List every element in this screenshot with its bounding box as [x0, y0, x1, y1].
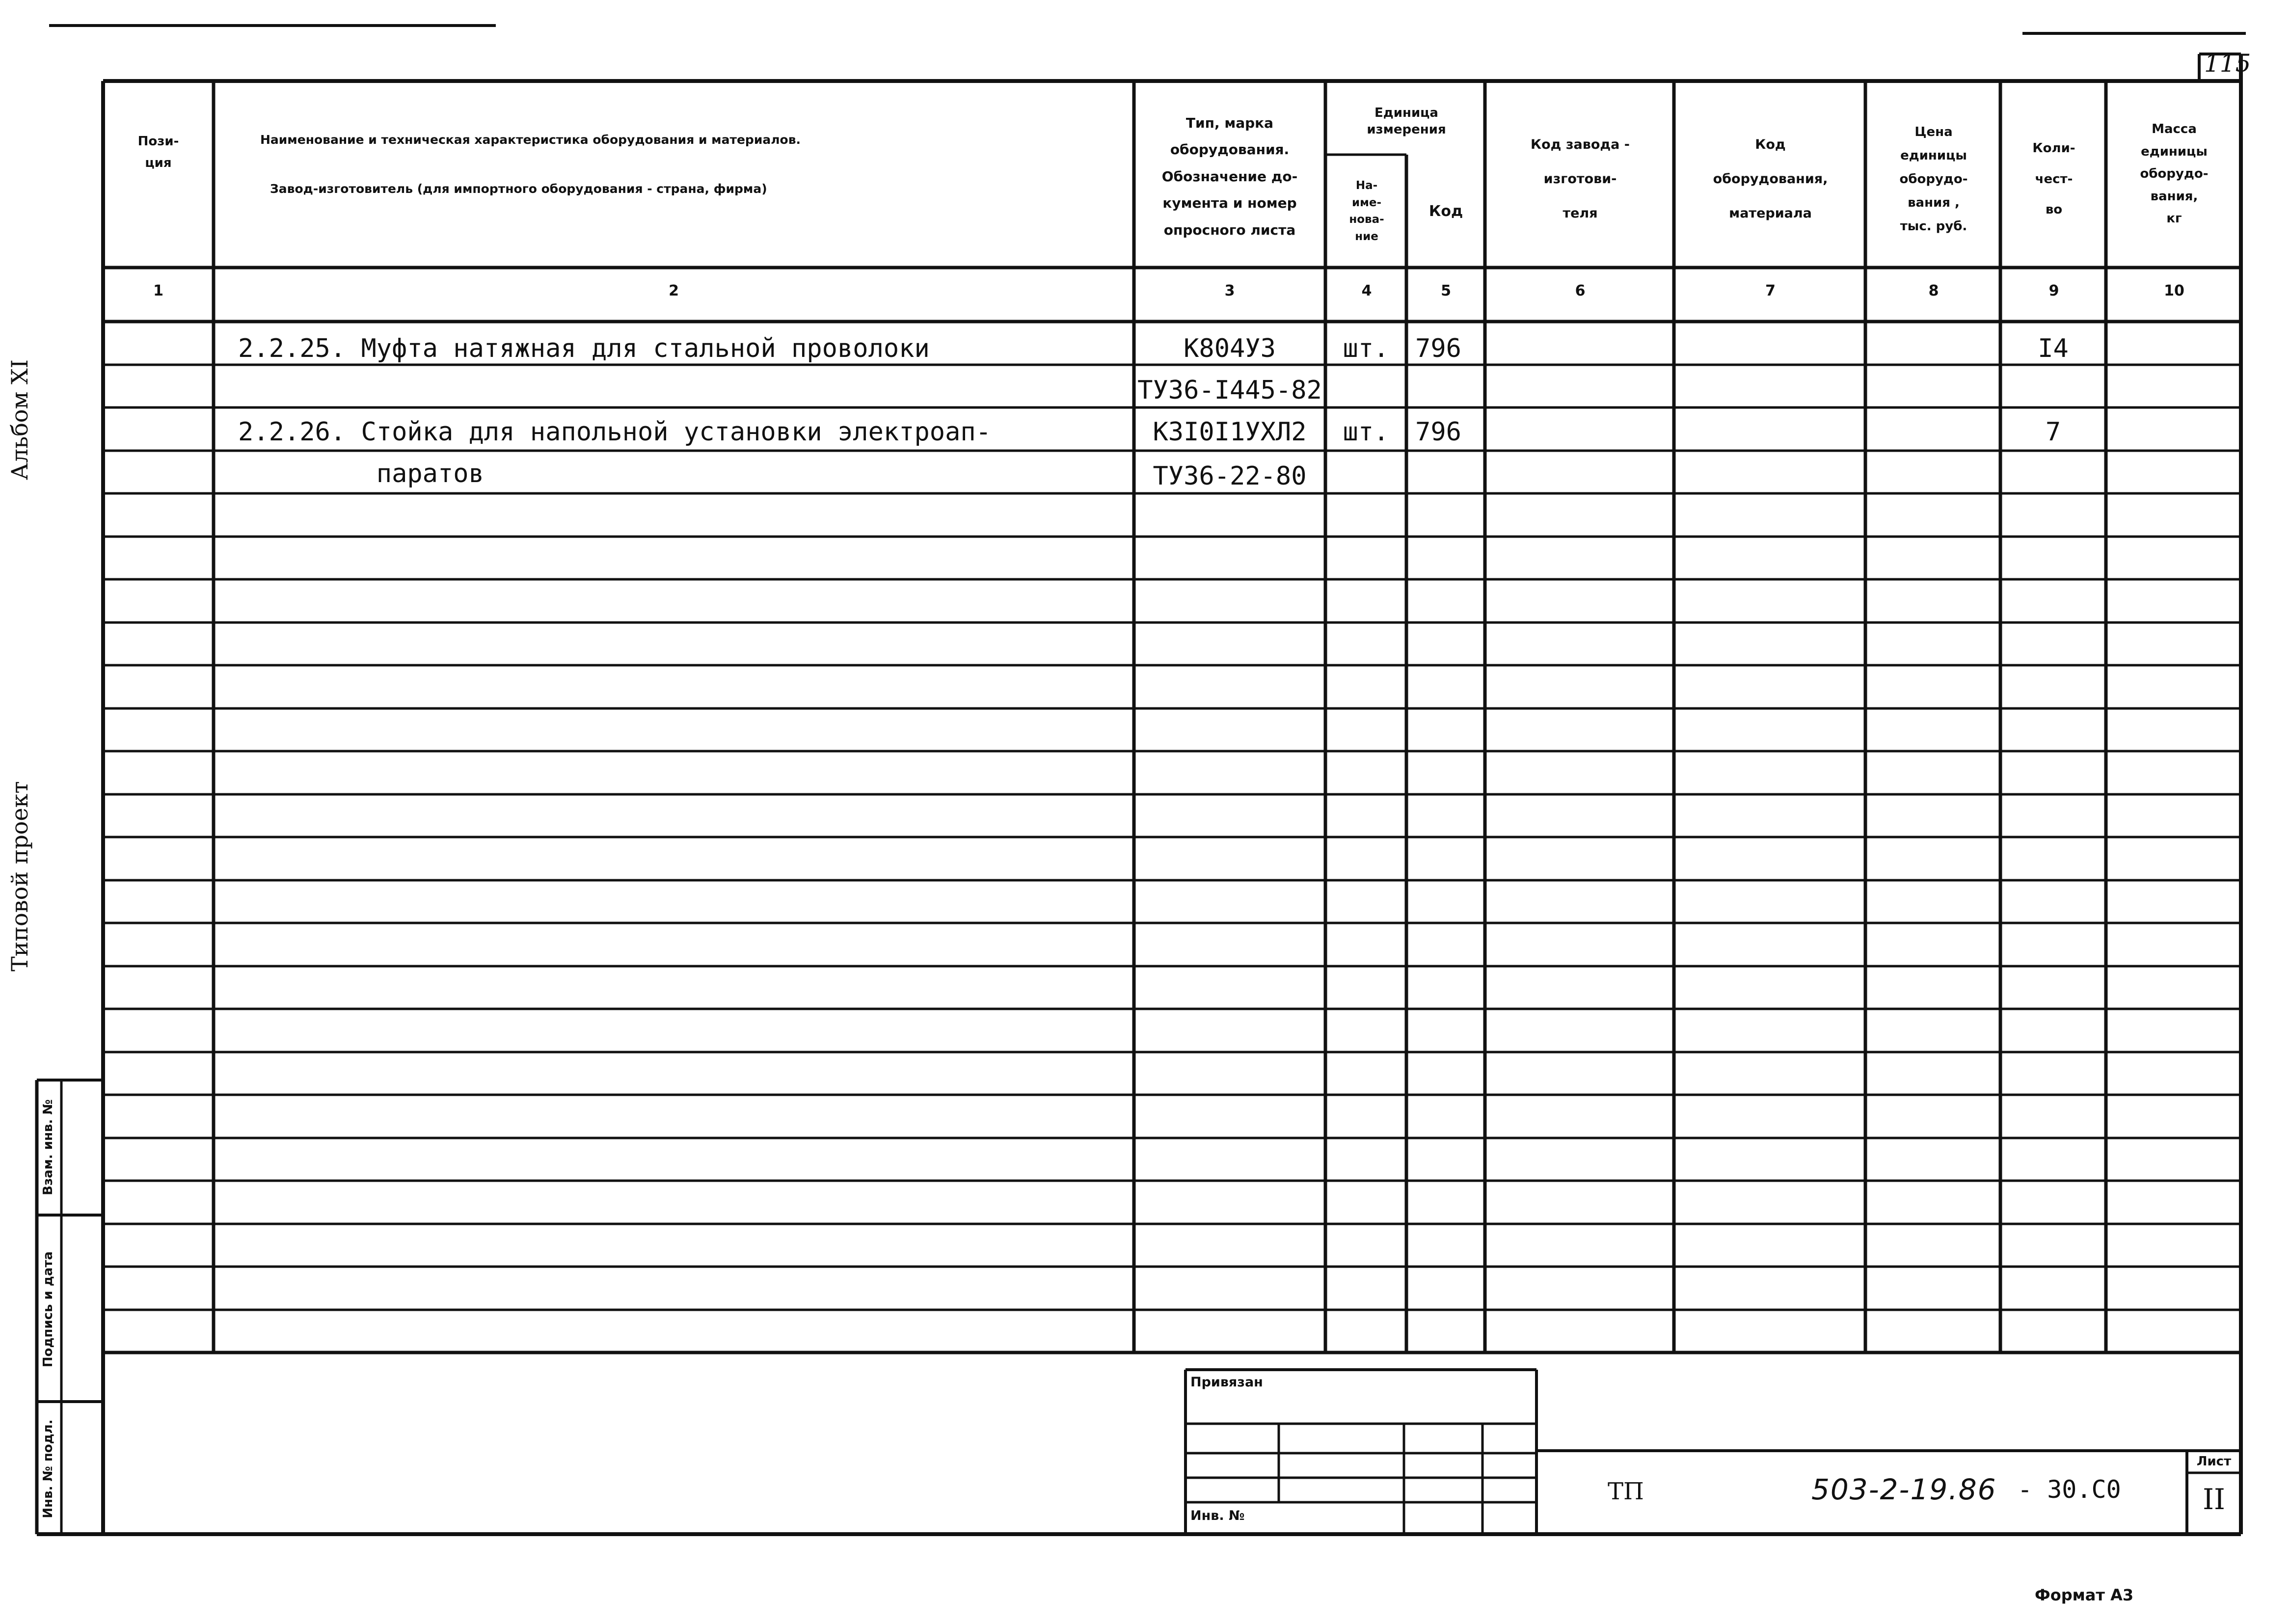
- header-name-line2: Завод-изготовитель (для импортного оборудования - страна, фирма): [270, 181, 767, 196]
- header-factory-code: Код завода - изготови- теля: [1531, 136, 1630, 221]
- inv-orig-label: Инв. № подл.: [41, 1419, 55, 1518]
- row-4-type: ТУ36-22-80: [1153, 461, 1307, 491]
- header-unit-group: Единица измерения: [1367, 105, 1446, 137]
- inv-no-label: Инв. №: [1190, 1508, 1245, 1523]
- colnum-4: 4: [1361, 282, 1372, 299]
- row-3-code: 796: [1415, 417, 1461, 447]
- row-1-qty: I4: [2038, 334, 2069, 363]
- colnum-6: 6: [1575, 282, 1586, 299]
- header-name-line1: Наименование и техническая характеристика оборудования и материалов.: [260, 132, 801, 147]
- album-label: Альбом XI: [6, 359, 33, 480]
- format-label: Формат А3: [2035, 1586, 2134, 1604]
- row-1-unit: шт.: [1343, 334, 1389, 363]
- colnum-10: 10: [2164, 282, 2184, 299]
- header-equipment-code: Код оборудования, материала: [1713, 136, 1828, 221]
- colnum-5: 5: [1441, 282, 1451, 299]
- header-position: Пози- ция: [137, 134, 179, 170]
- inv-replace-label: Взам. инв. №: [41, 1099, 55, 1195]
- row-2-type: ТУ36-I445-82: [1137, 376, 1322, 405]
- row-3-type: К3I0I1УХЛ2: [1153, 417, 1307, 447]
- doc-code: 503-2-19.86: [1811, 1473, 1997, 1506]
- sheet-label: Лист: [2196, 1454, 2232, 1469]
- doc-suffix: - 30.С0: [2018, 1475, 2121, 1504]
- row-3-name: 2.2.26. Стойка для напольной установки электроап-: [238, 417, 992, 447]
- colnum-1: 1: [153, 282, 163, 299]
- header-type: Тип, марка оборудования. Обозначение до- кумента и номер опросного листа: [1161, 114, 1298, 238]
- colnum-7: 7: [1765, 282, 1776, 299]
- colnum-8: 8: [1928, 282, 1939, 299]
- row-3-unit: шт.: [1343, 417, 1389, 447]
- header-mass: Масса единицы оборудо- вания, кг: [2140, 122, 2209, 226]
- row-1-name: 2.2.25. Муфта натяжная для стальной проволоки: [238, 334, 930, 363]
- row-1-code: 796: [1415, 334, 1461, 363]
- sign-date-label: Подпись и дата: [41, 1251, 55, 1368]
- colnum-3: 3: [1224, 282, 1235, 299]
- colnum-2: 2: [669, 282, 679, 299]
- header-unit-code: Код: [1428, 202, 1463, 220]
- row-1-type: К804У3: [1184, 334, 1276, 363]
- row-4-name: паратов: [238, 459, 484, 488]
- project-label: Типовой проект: [6, 781, 33, 972]
- colnum-9: 9: [2048, 282, 2059, 299]
- tp-label: ТП: [1608, 1478, 1644, 1505]
- bound-label: Привязан: [1190, 1375, 1263, 1390]
- sheet-value: II: [2203, 1483, 2225, 1516]
- row-3-qty: 7: [2045, 417, 2061, 447]
- sheet-number: 115: [2204, 49, 2251, 78]
- header-quantity: Коли- чест- во: [2032, 141, 2075, 217]
- header-unit-name: На- име- нова- ние: [1349, 179, 1384, 243]
- header-price: Цена единицы оборудо- вания , тыс. руб.: [1899, 124, 1968, 234]
